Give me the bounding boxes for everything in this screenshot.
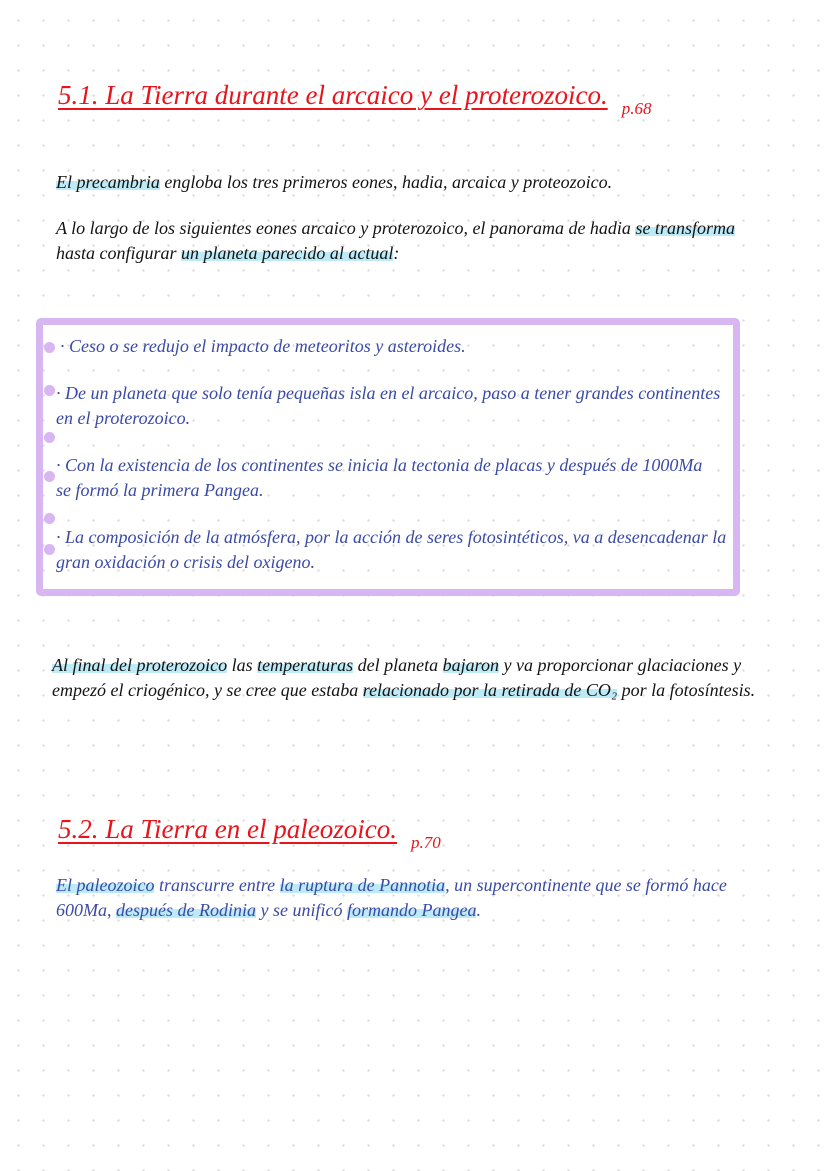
text-line [56,381,720,406]
text-segment: en el proterozoico. [56,408,191,428]
section-1-heading [58,80,652,118]
highlighted-text: formando Pangea [346,900,477,920]
paragraph-paleozoic [56,873,727,923]
text-segment: por la fotosíntesis. [617,680,756,700]
text-segment: las [227,655,258,675]
text-segment: empezó el criogénico, y se cree que estaba [52,680,363,700]
highlighted-text: después de Rodinia [116,900,256,920]
section-2-title: 5.2. La Tierra en el paleozoico. [58,814,397,844]
text-segment: · La composición de la atmósfera, por la acción de seres fotosintéticos, va a desencadenar la [56,527,727,547]
text-line [60,334,466,359]
text-segment: · Ceso o se redujo el impacto de meteoritos y asteroides. [60,336,466,356]
section-1-page-ref: p.68 [621,99,652,118]
text-line [56,873,727,898]
bullet-item [60,334,466,359]
highlighted-text: se transforma [635,218,735,238]
highlighted-text: la ruptura de Pannotia [279,875,446,895]
bullet-dot [44,385,55,396]
highlighted-text: temperaturas [257,655,354,675]
text-segment: transcurre entre [154,875,280,895]
bullet-dot [44,513,55,524]
text-segment: . [476,900,481,920]
text-segment: gran oxidación o crisis del oxigeno. [56,552,315,572]
text-line [52,678,755,703]
highlighted-text: El precambria [56,172,160,192]
text-line [56,216,735,241]
text-segment: engloba los tres primeros eones, hadia, arcaica y proteozoico. [159,172,613,192]
bullet-item [56,525,726,575]
text-segment: A lo largo de los siguientes eones arcaico y proterozoico, el panorama de hadia [56,218,636,238]
paragraph-transformation [56,216,735,266]
paragraph-precambrian [56,170,612,195]
highlighted-text: El paleozoico [56,875,155,895]
section-1-title: 5.1. La Tierra durante el arcaico y el proterozoico. [58,80,608,110]
highlighted-text: un planeta parecido al actual [181,243,394,263]
bullet-item [56,453,702,503]
text-segment: : [393,243,400,263]
bullet-dot [44,432,55,443]
bullet-dot [44,544,55,555]
text-line [56,406,720,431]
text-line [52,653,755,678]
bullet-item [56,381,720,431]
text-segment: hasta configurar [56,243,182,263]
bullet-dot [44,471,55,482]
text-segment: , un supercontinente que se formó hace [445,875,727,895]
text-segment: 600Ma, [56,900,116,920]
text-segment: · De un planeta que solo tenía pequeñas isla en el arcaico, paso a tener grandes continentes [56,383,721,403]
text-line [56,241,735,266]
highlighted-text: relacionado por la retirada de CO₂ [362,680,618,700]
text-segment: se formó la primera Pangea. [56,480,264,500]
text-segment: y se unificó [255,900,347,920]
text-line [56,525,726,550]
highlighted-text: bajaron [442,655,499,675]
text-line [56,453,702,478]
section-2-heading [58,814,441,852]
text-segment: · Con la existencia de los continentes se inicia la tectonia de placas y después de 1000Ma [56,455,703,475]
text-line [56,170,612,195]
text-segment: y va proporcionar glaciaciones y [499,655,742,675]
text-segment: del planeta [353,655,443,675]
section-2-page-ref: p.70 [411,833,441,852]
highlighted-text: Al final del proterozoico [52,655,228,675]
text-line [56,478,702,503]
text-line [56,550,726,575]
text-line [56,898,727,923]
paragraph-cryogenian [52,653,755,703]
bullet-dot [44,342,55,353]
